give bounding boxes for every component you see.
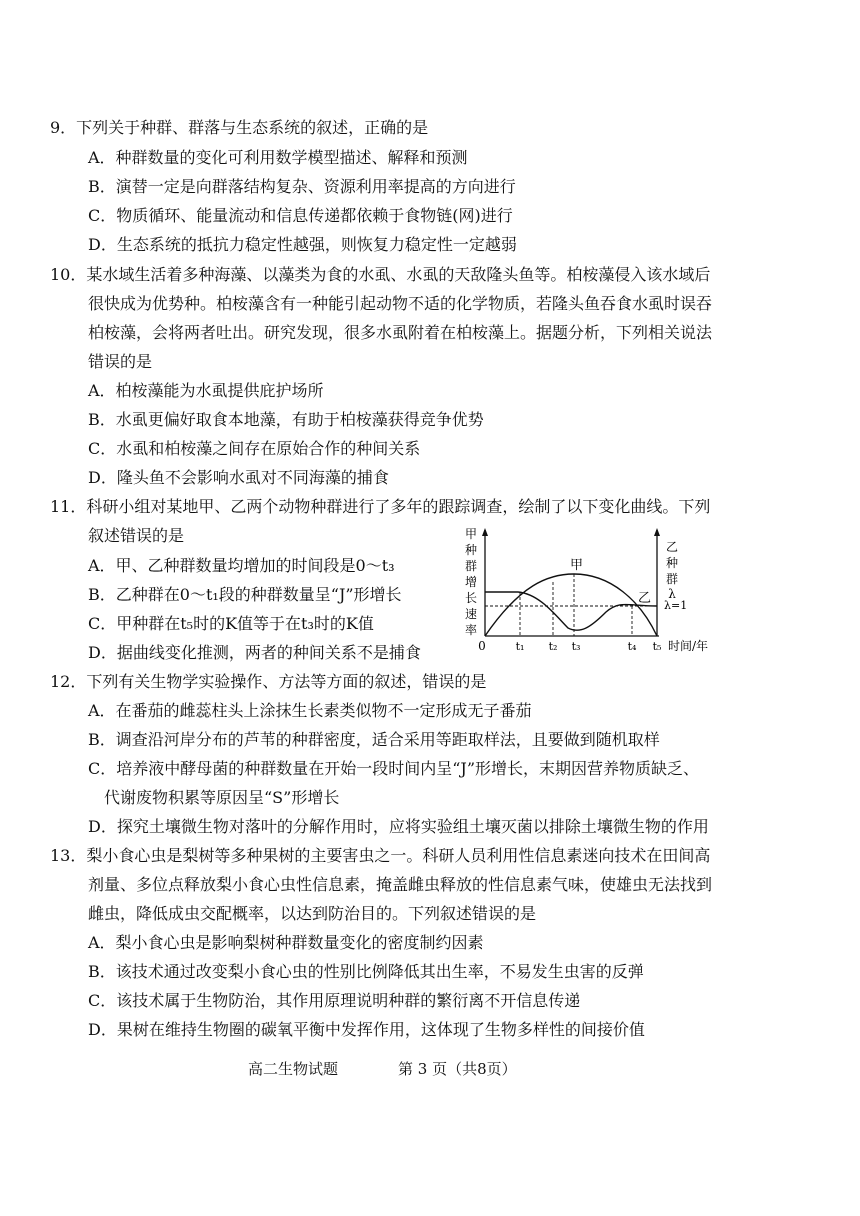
question-stem: 13．梨小食心虫是梨树等多种果树的主要害虫之一。科研人员利用性信息素迷向技术在田间高: [50, 846, 711, 865]
footer-page-number: 第 3 页（共8页）: [398, 1060, 517, 1078]
y-left-label-3: 增: [464, 575, 478, 589]
option-a: A．在番茄的雌蕊柱头上涂抹生长素类似物不一定形成无子番茄: [88, 701, 532, 720]
lambda-label: λ=1: [664, 599, 688, 612]
question-stem: 12．下列有关生物学实验操作、方法等方面的叙述，错误的是: [50, 672, 487, 691]
option-d: D．生态系统的抵抗力稳定性越强，则恢复力稳定性一定越弱: [88, 235, 517, 254]
option-b: B．调查沿河岸分布的芦苇的种群密度，适合采用等距取样法，且要做到随机取样: [88, 730, 660, 749]
y-right-label-0: 乙: [665, 540, 679, 554]
option-c: C．该技术属于生物防治，其作用原理说明种群的繁衍离不开信息传递: [88, 991, 581, 1010]
question-stem-line: 雌虫，降低成虫交配概率，以达到防治目的。下列叙述错误的是: [88, 904, 537, 923]
option-a: A．甲、乙种群数量均增加的时间段是0～t₃: [88, 556, 395, 575]
option-b: B．演替一定是向群落结构复杂、资源利用率提高的方向进行: [88, 177, 516, 196]
question-stem-line: 错误的是: [88, 352, 153, 371]
origin-label: 0: [478, 639, 486, 653]
question-stem-line: 剂量、多位点释放梨小食心虫性信息素，掩盖雌虫释放的性信息素气味，使雄虫无法找到: [88, 875, 713, 894]
option-d: D．隆头鱼不会影响水虱对不同海藻的捕食: [88, 468, 389, 487]
x-tick-t2: t₂: [548, 640, 558, 653]
x-tick-t3: t₃: [571, 640, 581, 653]
y-right-label-2: 群: [665, 572, 679, 586]
y-right-label-3: λ: [668, 587, 676, 601]
y-axis-left-arrow: [482, 528, 488, 536]
y-left-label-5: 速: [464, 607, 478, 621]
option-c-continued: 代谢废物积累等原因呈“S”形增长: [104, 788, 340, 807]
question-stem: 10．某水域生活着多种海藻、以藻类为食的水虱、水虱的天敌隆头鱼等。柏桉藻侵入该水域后: [50, 265, 711, 284]
option-b: B．乙种群在0～t₁段的种群数量呈“J”形增长: [88, 585, 402, 604]
y-axis-right-arrow: [654, 528, 660, 536]
option-c: C．培养液中酵母菌的种群数量在开始一段时间内呈“J”形增长，末期因营养物质缺乏、: [88, 759, 700, 778]
option-c: C．甲种群在t₅时的K值等于在t₃时的K值: [88, 614, 374, 633]
y-left-label-2: 群: [464, 559, 478, 573]
x-tick-t4: t₄: [627, 640, 637, 653]
y-left-label-0: 甲: [464, 527, 478, 541]
option-a: A．种群数量的变化可利用数学模型描述、解释和预测: [88, 148, 468, 167]
question-stem-line: 柏桉藻，会将两者吐出。研究发现，很多水虱附着在柏桉藻上。据题分析，下列相关说法: [88, 323, 713, 342]
x-axis-unit: 时间/年: [668, 639, 709, 653]
y-left-label-4: 长: [464, 591, 478, 605]
y-right-label-1: 种: [665, 556, 679, 570]
y-left-label-6: 率: [464, 623, 478, 637]
option-a: A．梨小食心虫是影响梨树种群数量变化的密度制约因素: [88, 933, 484, 952]
question-stem: 9．下列关于种群、群落与生态系统的叙述，正确的是: [50, 118, 429, 137]
option-d: D．据曲线变化推测，两者的种间关系不是捕食: [88, 643, 421, 662]
question-stem: 11．科研小组对某地甲、乙两个动物种群进行了多年的跟踪调查，绘制了以下变化曲线。下列: [50, 497, 711, 516]
option-b: B．该技术通过改变梨小食心虫的性别比例降低其出生率，不易发生虫害的反弹: [88, 962, 644, 981]
curve-yi: [485, 592, 657, 630]
y-left-label-1: 种: [464, 543, 478, 557]
option-c: C．水虱和柏桉藻之间存在原始合作的种间关系: [88, 439, 421, 458]
option-d: D．探究土壤微生物对落叶的分解作用时，应将实验组土壤灭菌以排除土壤微生物的作用: [88, 817, 709, 836]
question-stem-line: 叙述错误的是: [88, 526, 185, 545]
curve-yi-label: 乙: [638, 591, 652, 606]
footer-subject: 高二生物试题: [248, 1060, 339, 1078]
question-stem-line: 很快成为优势种。柏桉藻含有一种能引起动物不适的化学物质，若隆头鱼吞食水虱时误吞: [88, 294, 713, 313]
option-c: C．物质循环、能量流动和信息传递都依赖于食物链(网)进行: [88, 206, 513, 225]
x-tick-t5: t₅: [652, 640, 662, 653]
curve-jia: [485, 574, 657, 636]
x-tick-t1: t₁: [515, 640, 525, 653]
option-b: B．水虱更偏好取食本地藻，有助于柏桉藻获得竞争优势: [88, 410, 484, 429]
curve-jia-label: 甲: [570, 558, 584, 573]
option-a: A．柏桉藻能为水虱提供庇护场所: [88, 381, 324, 400]
option-d: D．果树在维持生物圈的碳氧平衡中发挥作用，这体现了生物多样性的间接价值: [88, 1020, 645, 1039]
